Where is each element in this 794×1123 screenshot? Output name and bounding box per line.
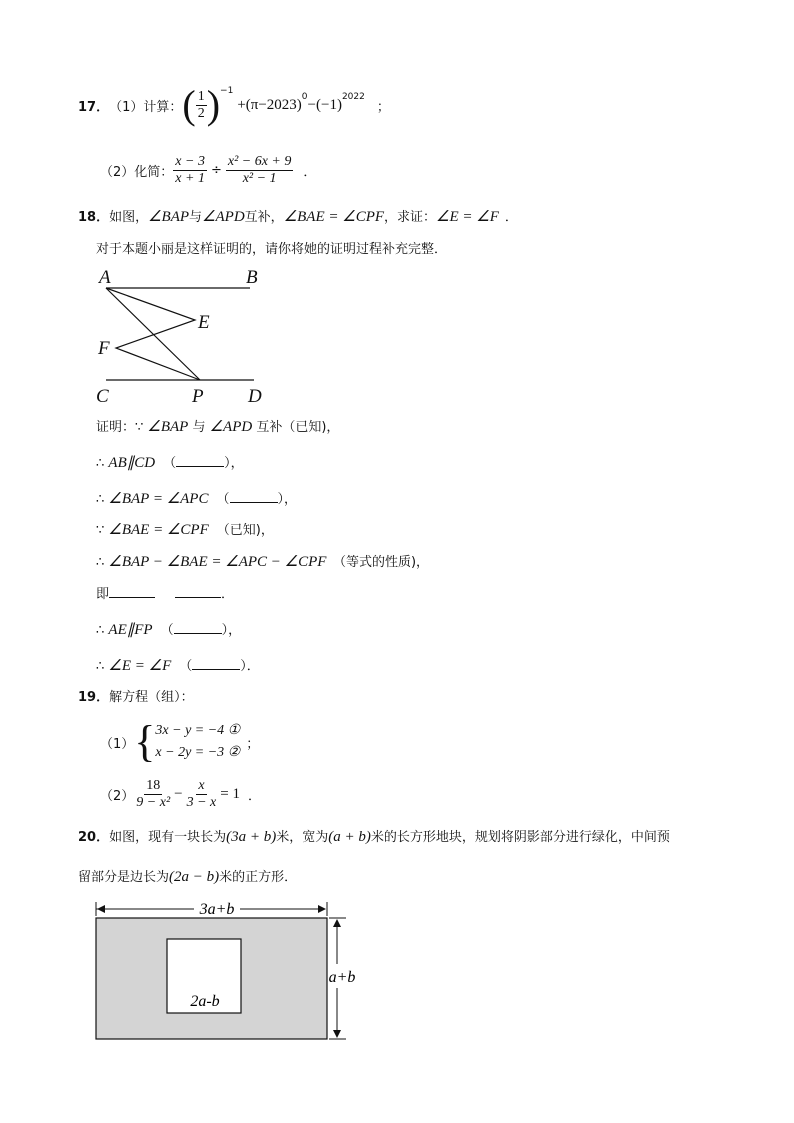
q19-number: 19． (78, 690, 110, 705)
proof-step-1 (96, 416, 339, 436)
proof-math: AE∥FP (108, 622, 153, 638)
proof-text: ∴ (96, 492, 109, 507)
divide-sign: ÷ (210, 162, 222, 178)
proof-math: ∠BAE = ∠CPF (108, 522, 209, 538)
proof-text: ． (221, 587, 235, 602)
minus-sign: − (174, 785, 183, 802)
q17-number: 17． (78, 99, 110, 115)
equation-1: 3x − y = −4 ① (155, 723, 241, 738)
proof-math: ∠BAP = ∠APC (108, 491, 209, 507)
q20-text: 如图，现有一块长为 (109, 830, 227, 845)
proof-text: （ (216, 492, 230, 507)
left-paren: ( (182, 82, 196, 127)
q20-text: 米的正方形． (219, 870, 298, 885)
proof-text: ∵ (96, 523, 109, 538)
proof-text: ）， (224, 456, 244, 471)
q18-line1 (78, 206, 518, 226)
q19-frac2: $\frac{x}{3 - x}$ (186, 777, 217, 810)
q19-p1-label: （1） (100, 736, 135, 752)
blank-field[interactable] (230, 502, 278, 503)
proof-text: 互补（已知)， (252, 420, 340, 435)
proof-text: （ (179, 659, 193, 674)
q20-math: (2a − b) (169, 869, 220, 885)
q19-part2 (100, 774, 261, 814)
proof-text: ∴ (96, 659, 109, 674)
q19-frac1: $\frac{18}{\text{9 − x²}}$ (136, 777, 171, 810)
q20-text: 米的长方形地块，规划将阴影部分进行绿化，中间预 (370, 830, 670, 845)
q17-part2 (100, 150, 316, 190)
q18-math: ∠APD (202, 209, 245, 225)
q18-math: ∠BAP (148, 209, 190, 225)
proof-text: ∴ (96, 456, 109, 471)
q20-text: 米，宽为 (276, 830, 329, 845)
label-B: B (246, 267, 258, 288)
q17-p2-label: （2）化简： (100, 164, 174, 180)
proof-text: （等式的性质)， (326, 555, 430, 570)
q17-exp3: 2022 (341, 92, 365, 102)
proof-math: ∠E = ∠F (108, 658, 172, 674)
proof-text: （ (163, 456, 177, 471)
equation-system (155, 720, 240, 764)
proof-step-7 (96, 619, 241, 639)
right-paren: ) (206, 82, 221, 127)
label-F: F (98, 338, 110, 359)
proof-text: （ (160, 623, 174, 638)
q18-text: 与 (189, 210, 203, 225)
q19-title (78, 686, 194, 705)
proof-text: ∴ (96, 555, 109, 570)
q19-title-text: 解方程（组）： (109, 690, 194, 705)
length-label: 3a+b (199, 901, 235, 918)
label-E: E (198, 312, 210, 333)
q19-p1-end: ； (246, 736, 260, 752)
proof-math: ∠APD (209, 419, 253, 435)
side-label: 2a-b (190, 993, 220, 1010)
label-P: P (192, 386, 204, 407)
q20-line2 (78, 866, 297, 886)
proof-text: ）， (277, 492, 298, 507)
proof-math: AB∥CD (108, 455, 156, 471)
proof-step-8 (96, 655, 260, 675)
q17-p1-end: ； (376, 99, 390, 115)
label-D: D (248, 386, 262, 407)
proof-math: ∠BAP − ∠BAE = ∠APC − ∠CPF (108, 554, 327, 570)
label-C: C (96, 386, 109, 407)
blank-field[interactable] (174, 633, 222, 634)
q20-figure (90, 898, 370, 1048)
q20-text: 留部分是边长为 (78, 870, 170, 885)
q18-text: ． (504, 210, 518, 225)
q20-math: (3a + b) (226, 829, 277, 845)
q18-math: ∠E = ∠F (436, 209, 499, 225)
q17-exp2: 0 (301, 92, 308, 102)
q18-figure (92, 262, 277, 407)
q17-p2-frac2: $\frac{\text{x² − 6x + 9}}{\text{x² − 1}}$ (227, 153, 292, 186)
q17-p1-tail: −(−1) (307, 96, 342, 113)
proof-math: ∠BAP (147, 419, 189, 435)
proof-text: （已知)， (216, 523, 274, 538)
proof-step-3 (96, 488, 297, 508)
proof-step-5 (96, 551, 429, 571)
blank-field[interactable] (109, 597, 155, 598)
q17-p2-frac1: $\frac{x - 3}{x + 1}$ (175, 153, 205, 186)
brace-icon: { (134, 717, 156, 766)
proof-text: 即 (96, 587, 110, 602)
proof-text: ）． (240, 659, 260, 674)
q19-part1 (100, 718, 259, 766)
q20-number: 20． (78, 830, 110, 845)
label-A: A (99, 267, 111, 288)
equals-one: = 1 (220, 785, 240, 802)
width-label: a+b (328, 969, 356, 986)
q17-part1 (78, 80, 390, 130)
q18-text: 如图， (109, 210, 149, 225)
q19-p2-label: （2） (100, 788, 135, 804)
proof-text: ）， (221, 623, 242, 638)
equation-2: x − 2y = −3 ② (155, 745, 241, 760)
q18-line2: 对于本题小丽是这样证明的，请你将她的证明过程补充完整． (96, 242, 448, 257)
q20-math: (a + b) (328, 829, 371, 845)
q18-number: 18． (78, 210, 110, 225)
q17-exp1: −1 (220, 86, 234, 96)
q17-p1-label: （1）计算： (109, 99, 183, 115)
q18-math: ∠BAE = ∠CPF (283, 209, 385, 225)
blank-field[interactable] (176, 466, 224, 467)
q17-p1-fraction: $\frac{1}{2}$ (197, 88, 205, 121)
proof-text: ∴ (96, 623, 109, 638)
q17-p2-end: ． (303, 164, 317, 180)
q18-text: ，求证： (384, 210, 437, 225)
proof-step-4 (96, 519, 274, 539)
proof-text: 证明：∵ (96, 420, 148, 435)
q20-line1 (78, 826, 670, 846)
q18-text: 互补， (244, 210, 284, 225)
blank-field[interactable] (192, 669, 240, 670)
q17-p1-mid: +(π−2023) (237, 96, 302, 113)
proof-step-2 (96, 452, 244, 472)
q19-p2-end: ． (248, 788, 262, 804)
blank-field[interactable] (175, 597, 221, 598)
proof-step-6 (96, 583, 234, 602)
proof-text: 与 (188, 420, 210, 435)
